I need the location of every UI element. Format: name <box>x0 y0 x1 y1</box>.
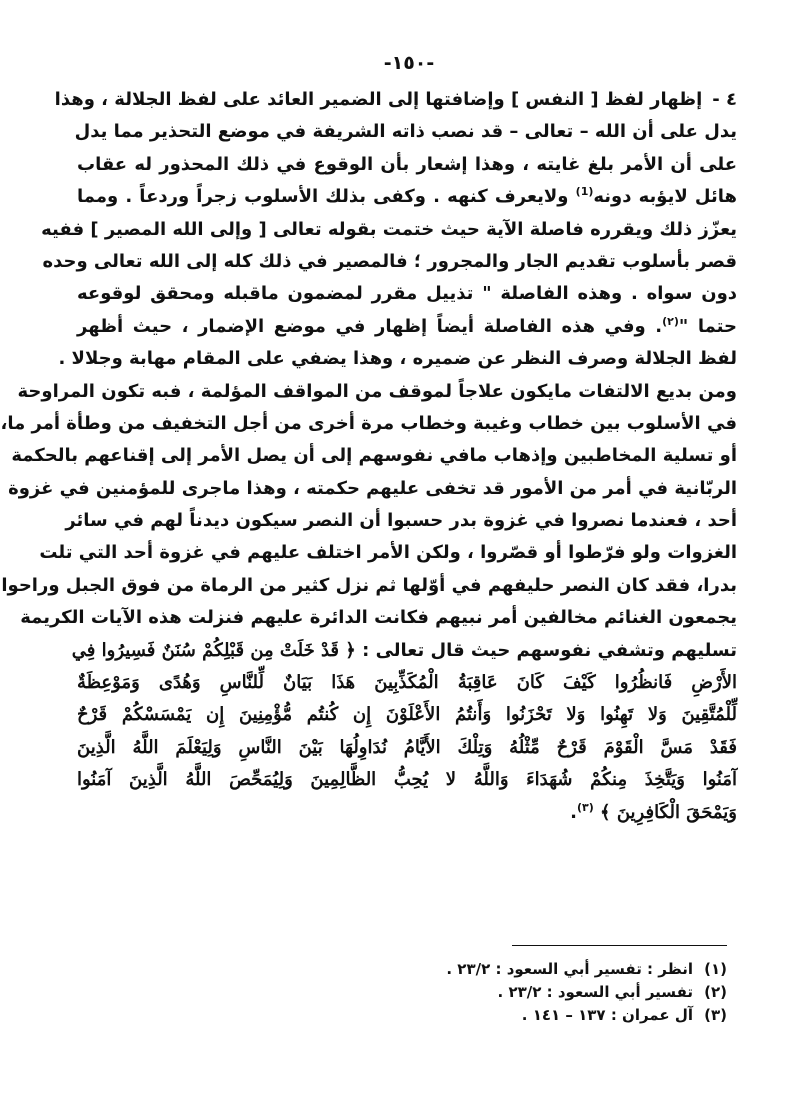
text-line: يعزّز ذلك ويقرره فاصلة الآية حيث ختمت بقوله تعالى [ وإلى الله المصير ] ففيه <box>41 218 737 240</box>
footnote-separator <box>512 945 727 946</box>
main-text <box>0 84 737 829</box>
item-number: ٤ - <box>712 89 737 110</box>
text-line: الربّانية في أمر من الأمور قد تخفى عليهم حكمته ، وهذا ماجرى للمؤمنين في غزوة <box>8 477 737 499</box>
footnote-number: (٢) <box>704 983 727 1001</box>
footnote-ref[interactable]: (1) <box>575 185 594 199</box>
text-line: يدل على أن الله – تعالى – قد نصب ذاته الشريفة في موضع التحذير مما يدل <box>74 121 737 143</box>
text-line: يجمعون الغنائم مخالفين أمر نبيهم فكانت الدائرة عليهم فنزلت هذه الآيات الكريمة <box>20 607 737 629</box>
quran-verse-line: فَقَدْ مَسَّ الْقَوْمَ قَرْحٌ مِّثْلُهُ وَتِلْكَ الأَيَّامُ نُدَاوِلُهَا بَيْنَ النَّاسِ وَلِيَعْلَمَ اللَّهُ الَّذِينَ <box>77 736 737 758</box>
text-line: أحد ، فعندما نصروا في غزوة بدر حسبوا أن النصر سيكون ديدناً لهم في سائر <box>65 510 737 532</box>
page-number: -١٥٠- <box>383 52 435 74</box>
text-line: دون سواه . وهذه الفاصلة " تذييل مقرر لمضمون ماقبله ومحقق لوقوعه <box>77 283 737 305</box>
text-line: بدرا، فقد كان النصر حليفهم في أوّلها ثم نزل كثير من الرماة من فوق الجبل وراحوا <box>1 574 737 596</box>
text-line: حتما "$^{(٢)}$. وفي هذه الفاصلة أيضاً إظهار في موضع الإضمار ، حيث أظهر <box>77 314 737 337</box>
quran-verse-line: آمَنُوا وَيَتَّخِذَ مِنكُمْ شُهَدَاءَ وَاللَّهُ لا يُحِبُّ الظَّالِمِينَ وَلِيُمَحِّصَ اللَّهُ الَّذِينَ آمَنُوا <box>77 769 737 791</box>
quran-verse-line: الأَرْضِ فَانظُرُوا كَيْفَ كَانَ عَاقِبَةُ الْمُكَذِّبِينَ هَذَا بَيَانٌ لِّلنَّاسِ وَهُدًى وَمَوْعِظَةٌ <box>77 672 737 694</box>
quran-verse: ﴿ قَدْ خَلَتْ مِن قَبْلِكُمْ سُنَنٌ فَسِيرُوا فِي <box>71 639 356 661</box>
footnote-text: تفسير أبي السعود : ٢٣/٢ . <box>497 983 693 1001</box>
text-line: قصر بأسلوب تقديم الجار والمجرور ؛ فالمصير في ذلك كله إلى الله تعالى وحده <box>42 250 737 272</box>
footnote-item <box>107 1004 727 1027</box>
footnote-number: (١) <box>704 960 727 978</box>
quran-verse: وَيَمْحَقَ الْكَافِرِينَ ﴾ <box>600 801 737 823</box>
footnote-number: (٣) <box>704 1006 727 1024</box>
footnotes <box>107 958 727 1027</box>
footnote-item <box>107 981 727 1004</box>
footnote-ref[interactable]: (٣) <box>576 800 594 814</box>
text-line: وَيَمْحَقَ الْكَافِرِينَ ﴾ $^{(٣)}$. <box>570 800 737 823</box>
text-line: هائل لايؤبه دونه$^{(1)}$ ولايعرف كنهه . وكفى بذلك الأسلوب زجراً وردعاً . ومما <box>77 185 737 208</box>
text-line: ٤ -إظهار لفظ [ النفس ] وإضافتها إلى الضمير العائد على لفظ الجلالة ، وهذا <box>77 84 737 116</box>
quran-verse-line: لِّلْمُتَّقِينَ وَلا تَهِنُوا وَلا تَحْزَنُوا وَأَنتُمُ الأَعْلَوْنَ إِن كُنتُم مُّؤْمِنِينَ إِن يَمْسَسْكُمْ قَرْحٌ <box>77 704 737 726</box>
footnote-ref[interactable]: (٢) <box>662 314 679 328</box>
text-line: تسليهم وتشفي نفوسهم حيث قال تعالى : ﴿ قَدْ خَلَتْ مِن قَبْلِكُمْ سُنَنٌ فَسِيرُوا فِي <box>71 639 737 661</box>
text-line: الغزوات ولو فرّطوا أو قصّروا ، ولكن الأمر اختلف عليهم في غزوة أحد التي تلت <box>39 542 737 564</box>
footnote-item <box>107 958 727 981</box>
text-line: على أن الأمر بلغ غايته ، وهذا إشعار بأن الوقوع في ذلك المحذور له عقاب <box>77 153 737 175</box>
text-line: في الأسلوب بين خطاب وغيبة وخطاب مرة أخرى من أجل التخفيف من وطأة أمر ما، <box>0 412 737 434</box>
text-line: أو تسلية المخاطبين وإذهاب مافي نفوسهم إلى أن يصل الأمر إلى إقناعهم بالحكمة <box>11 445 737 467</box>
text-line: ومن بديع الالتفات مايكون علاجاً لموقف من المواقف المؤلمة ، فبه تكون المراوحة <box>17 380 737 402</box>
footnote-text: آل عمران : ١٣٧ – ١٤١ . <box>521 1006 693 1024</box>
footnote-text: انظر : تفسير أبي السعود : ٢٣/٢ . <box>446 960 693 978</box>
text-line: لفظ الجلالة وصرف النظر عن ضميره ، وهذا يضفي على المقام مهابة وجلالا . <box>58 348 737 370</box>
